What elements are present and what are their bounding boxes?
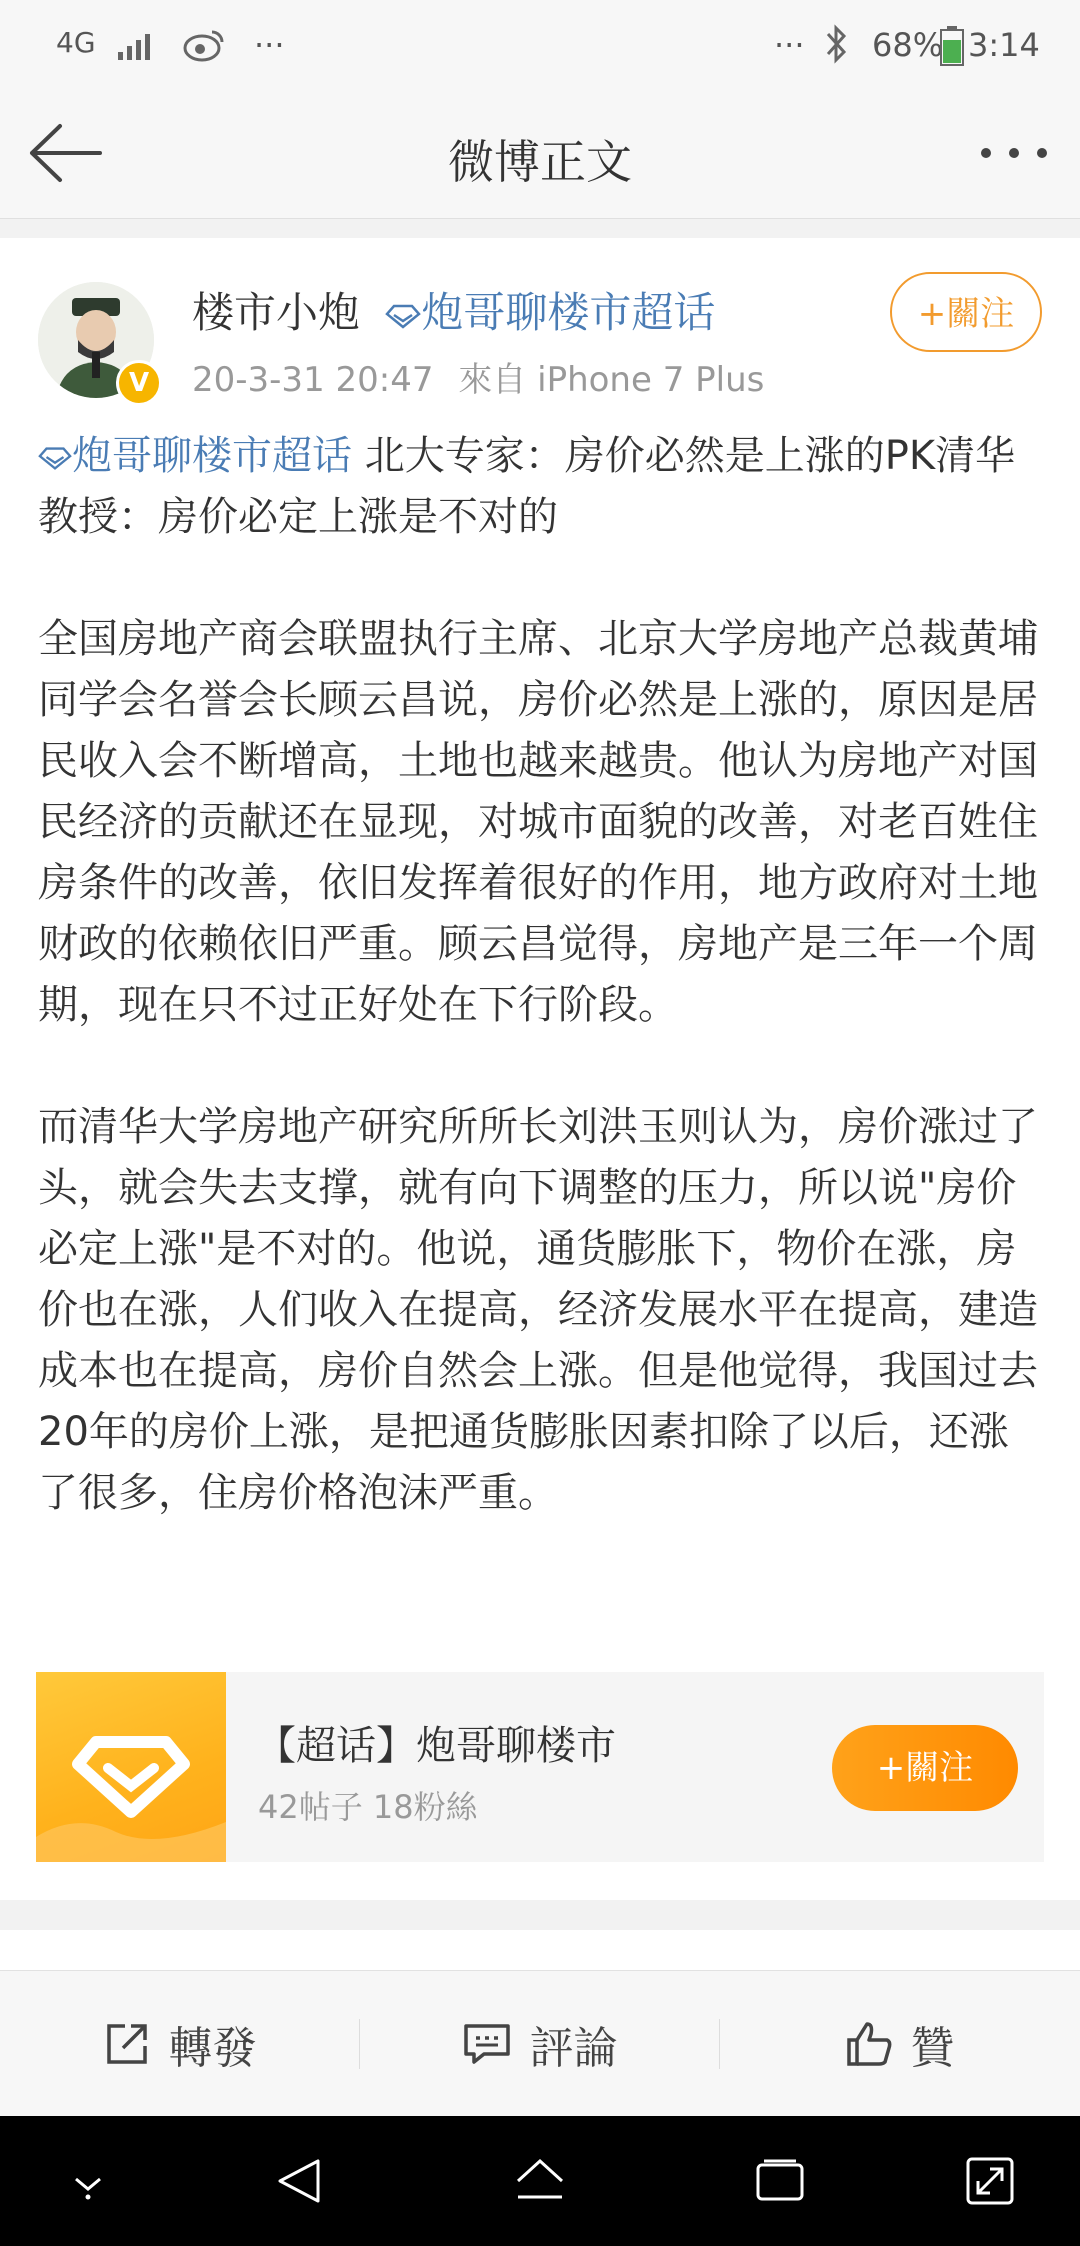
like-button[interactable] xyxy=(720,1971,1079,2117)
diamond-icon xyxy=(38,445,72,471)
follow-super-topic-button[interactable]: +關注 xyxy=(832,1725,1018,1811)
diamond-icon xyxy=(385,303,421,329)
nav-bar xyxy=(0,90,1080,219)
network-type: 4G xyxy=(56,26,96,59)
hide-keyboard-icon[interactable] xyxy=(58,2151,118,2211)
post-card xyxy=(0,238,1080,1900)
battery-icon xyxy=(940,26,964,66)
super-topic-stats: 42帖子 18粉絲 xyxy=(258,1788,478,1826)
post-headline: 北大专家：房价必然是上涨的PK清华教授：房价必定上涨是不对的 xyxy=(38,433,1016,540)
post-meta xyxy=(192,352,764,401)
clock: 3:14 xyxy=(968,26,1040,64)
signal-icon xyxy=(118,30,160,60)
page-title: 微博正文 xyxy=(448,135,632,189)
author-line xyxy=(192,280,715,340)
follow-author-button[interactable]: +關注 xyxy=(890,272,1042,352)
next-section-strip xyxy=(0,1930,1080,1970)
action-bar xyxy=(0,1970,1080,2117)
verified-badge: V xyxy=(116,360,162,406)
repost-button[interactable] xyxy=(0,1971,359,2117)
status-dots-left: ··· xyxy=(254,26,285,64)
author-topic-link[interactable] xyxy=(385,288,715,337)
comment-button[interactable] xyxy=(360,1971,719,2117)
post-headline-paragraph xyxy=(38,426,1042,548)
comment-icon xyxy=(462,2020,512,2068)
topic-hashtag-link[interactable] xyxy=(38,433,352,479)
like-label: 贊 xyxy=(910,2023,955,2074)
more-options-button[interactable] xyxy=(974,120,1054,186)
post-source: 來自 iPhone 7 Plus xyxy=(458,360,765,400)
screen-expand-icon[interactable] xyxy=(960,2151,1020,2211)
weibo-icon xyxy=(182,26,226,62)
author-name[interactable]: 楼市小炮 xyxy=(192,288,361,337)
status-dots-right: ··· xyxy=(774,26,805,64)
status-bar xyxy=(0,0,1080,90)
recent-apps-icon[interactable] xyxy=(750,2151,810,2211)
author-topic-label: 炮哥聊楼市超话 xyxy=(421,288,716,337)
battery-percent: 68% xyxy=(872,26,944,64)
repost-icon xyxy=(103,2020,151,2068)
system-nav-bar xyxy=(0,2116,1080,2246)
thumbs-up-icon xyxy=(845,2020,893,2068)
post-paragraph-1: 全国房地产商会联盟执行主席、北京大学房地产总裁黄埔同学会名誉会长顾云昌说，房价必然是上涨的，原因是居民收入会不断增高，土地也越来越贵。他认为房地产对国民经济的贡献还在显现，对城市面貌的改善，对老百姓住房条件的改善，依旧发挥着很好的作用，地方政府对土地财政的依赖依旧严重。顾云昌觉得，房地产是三年一个周期，现在只不过正好处在下行阶段。 xyxy=(38,616,1038,1028)
repost-label: 轉發 xyxy=(168,2023,257,2074)
post-body xyxy=(38,426,1042,1585)
super-topic-thumbnail xyxy=(36,1672,226,1862)
home-nav-icon[interactable] xyxy=(510,2151,570,2211)
post-timestamp: 20-3-31 20:47 xyxy=(192,360,434,400)
comment-label: 評論 xyxy=(529,2023,618,2074)
back-nav-icon[interactable] xyxy=(270,2151,330,2211)
more-dots-icon xyxy=(974,120,1054,186)
super-topic-card[interactable] xyxy=(36,1672,1044,1862)
bluetooth-icon xyxy=(824,24,850,64)
post-paragraph-2: 而清华大学房地产研究所所长刘洪玉则认为，房价涨过了头，就会失去支撑，就有向下调整的压力，所以说"房价必定上涨"是不对的。他说，通货膨胀下，物价在涨，房价也在涨，人们收入在提高，经济发展水平在提高，建造成本也在提高，房价自然会上涨。但是他觉得，我国过去20年的房价上涨，是把通货膨胀因素扣除了以后，还涨了很多，住房价格泡沫严重。 xyxy=(38,1104,1038,1516)
topic-hashtag-label: 炮哥聊楼市超话 xyxy=(72,433,352,479)
super-topic-title: 【超话】炮哥聊楼市 xyxy=(256,1723,616,1769)
super-topic-logo-icon xyxy=(36,1672,226,1862)
